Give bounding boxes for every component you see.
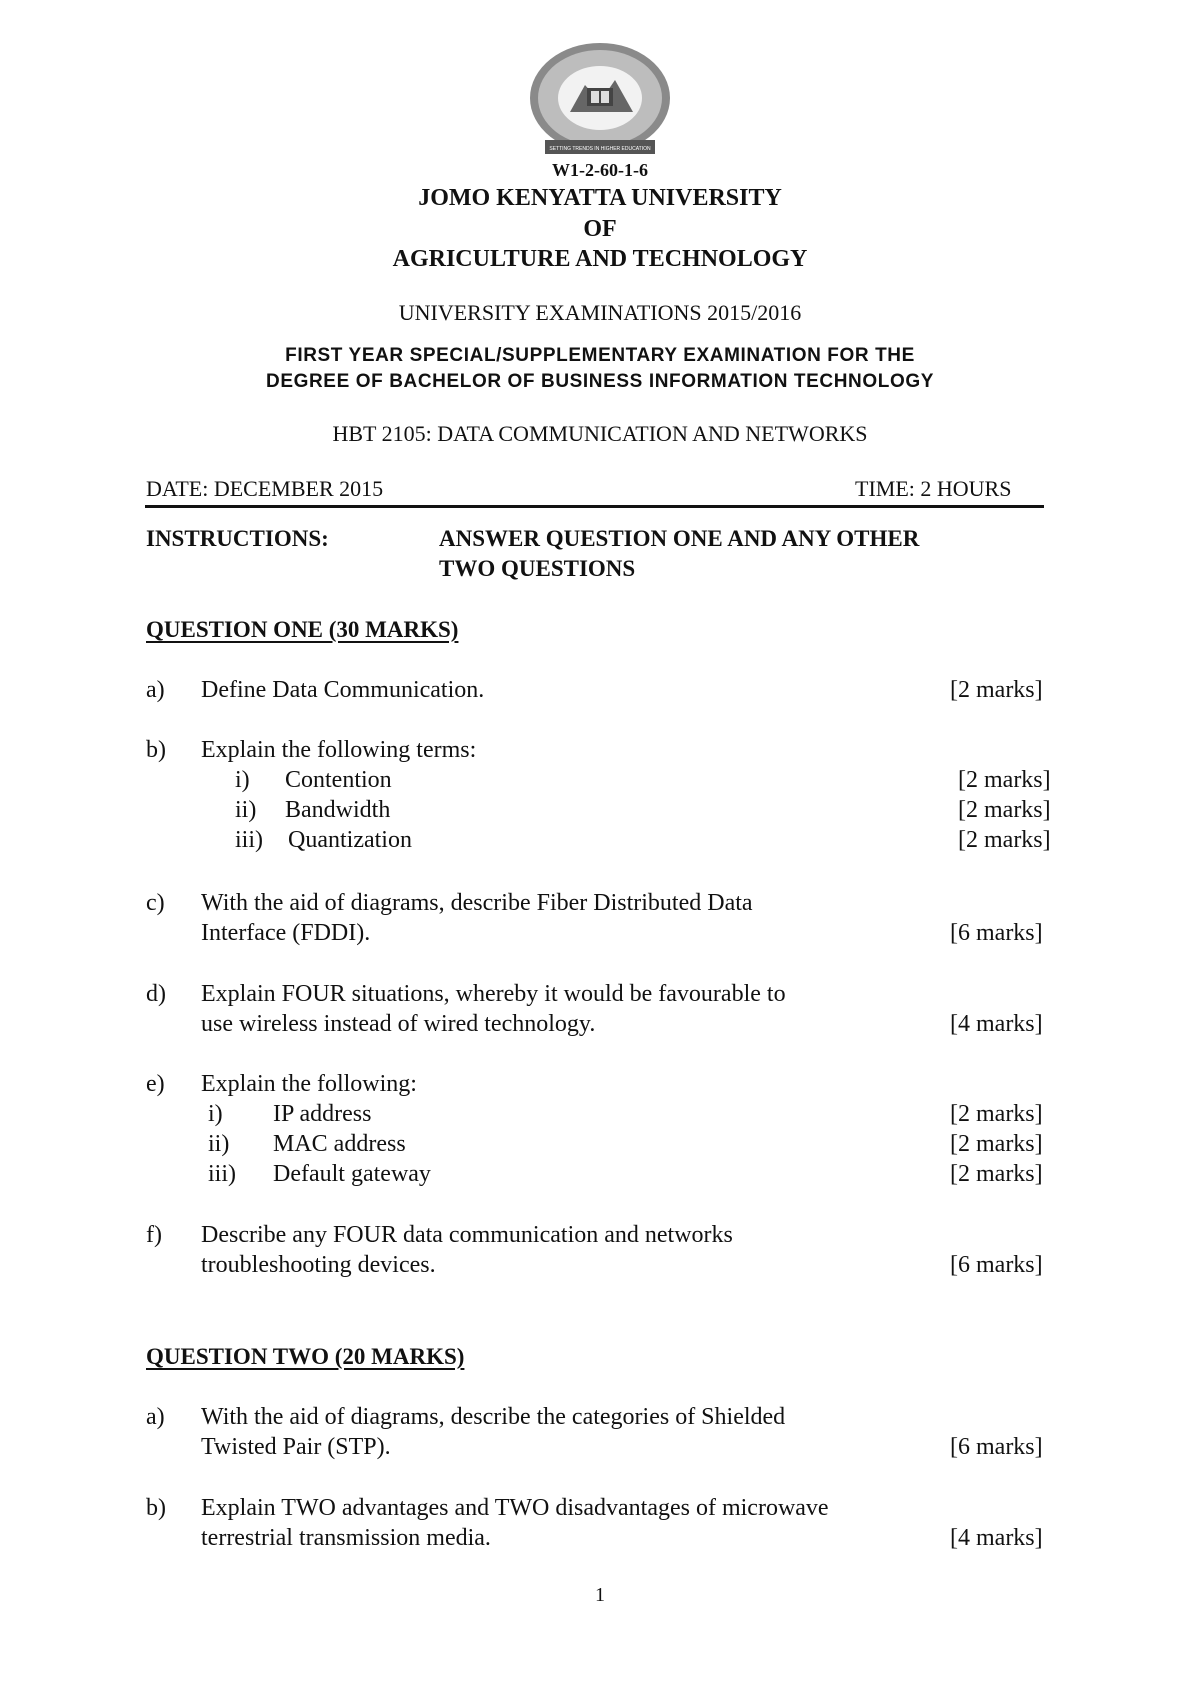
exam-date: DATE: DECEMBER 2015 <box>146 476 384 501</box>
part-label: a) <box>146 677 165 703</box>
instructions-line1: ANSWER QUESTION ONE AND ANY OTHER <box>439 526 920 551</box>
sub-item-text: Contention <box>285 767 392 793</box>
sub-item-number: i) <box>208 1101 223 1127</box>
part-label: b) <box>146 1495 166 1521</box>
exam-title-line2: DEGREE OF BACHELOR OF BUSINESS INFORMATION TECHNOLOGY <box>266 371 934 392</box>
sub-item-text: Bandwidth <box>285 797 391 823</box>
marks: [2 marks] <box>958 797 1051 823</box>
sub-item-text: IP address <box>273 1101 372 1127</box>
question-one-title: QUESTION ONE (30 MARKS) <box>146 617 459 642</box>
exam-session: UNIVERSITY EXAMINATIONS 2015/2016 <box>398 300 802 325</box>
part-text: Explain the following: <box>201 1071 417 1097</box>
page-number: 1 <box>595 1584 605 1606</box>
instructions-line2: TWO QUESTIONS <box>439 556 636 581</box>
part-text-line2: Interface (FDDI). <box>201 920 371 946</box>
marks: [2 marks] <box>950 1131 1043 1157</box>
sub-item-number: i) <box>235 767 250 793</box>
part-label: b) <box>146 737 166 763</box>
exam-time: TIME: 2 HOURS <box>855 476 1012 501</box>
sub-item-number: ii) <box>208 1131 230 1157</box>
sub-item-number: ii) <box>235 797 257 823</box>
part-text-line1: With the aid of diagrams, describe the categories of Shielded <box>201 1404 786 1430</box>
exam-title-line1: FIRST YEAR SPECIAL/SUPPLEMENTARY EXAMINATION FOR THE <box>285 345 915 366</box>
part-label: e) <box>146 1071 165 1097</box>
university-logo <box>525 40 675 160</box>
part-text-line1: Explain FOUR situations, whereby it would be favourable to <box>201 981 786 1007</box>
gear-emblem-icon <box>530 43 670 153</box>
sub-item-text: MAC address <box>273 1131 406 1157</box>
header-divider <box>145 505 1044 508</box>
part-label: d) <box>146 981 166 1007</box>
part-text-line1: Describe any FOUR data communication and networks <box>201 1222 733 1248</box>
sub-item-number: iii) <box>208 1161 236 1187</box>
university-name-line1: JOMO KENYATTA UNIVERSITY <box>418 185 782 211</box>
marks: [2 marks] <box>958 767 1051 793</box>
marks: [4 marks] <box>950 1011 1043 1037</box>
part-text-line2: terrestrial transmission media. <box>201 1525 491 1551</box>
marks: [2 marks] <box>950 677 1043 703</box>
part-label: f) <box>146 1222 162 1248</box>
part-text-line1: With the aid of diagrams, describe Fiber Distributed Data <box>201 890 753 916</box>
marks: [2 marks] <box>950 1101 1043 1127</box>
marks: [2 marks] <box>958 827 1051 853</box>
part-text-line1: Explain TWO advantages and TWO disadvantages of microwave <box>201 1495 829 1521</box>
question-two-title: QUESTION TWO (20 MARKS) <box>146 1344 465 1369</box>
sub-item-number: iii) <box>235 827 263 853</box>
sub-item-text: Quantization <box>288 827 412 853</box>
university-name-line3: AGRICULTURE AND TECHNOLOGY <box>392 246 808 272</box>
marks: [2 marks] <box>950 1161 1043 1187</box>
marks: [6 marks] <box>950 920 1043 946</box>
part-text-line2: Twisted Pair (STP). <box>201 1434 391 1460</box>
university-name-line2: OF <box>583 216 617 242</box>
marks: [4 marks] <box>950 1525 1043 1551</box>
course-title: HBT 2105: DATA COMMUNICATION AND NETWORKS <box>332 421 868 446</box>
part-label: a) <box>146 1404 165 1430</box>
marks: [6 marks] <box>950 1252 1043 1278</box>
instructions-label: INSTRUCTIONS: <box>146 526 329 551</box>
part-text: Explain the following terms: <box>201 737 477 763</box>
part-text-line2: use wireless instead of wired technology. <box>201 1011 596 1037</box>
part-text-line2: troubleshooting devices. <box>201 1252 436 1278</box>
logo-motto: SETTING TRENDS IN HIGHER EDUCATION <box>549 146 651 152</box>
sub-item-text: Default gateway <box>273 1161 431 1187</box>
marks: [6 marks] <box>950 1434 1043 1460</box>
paper-code: W1-2-60-1-6 <box>552 160 648 180</box>
part-text: Define Data Communication. <box>201 677 485 703</box>
part-label: c) <box>146 890 165 916</box>
